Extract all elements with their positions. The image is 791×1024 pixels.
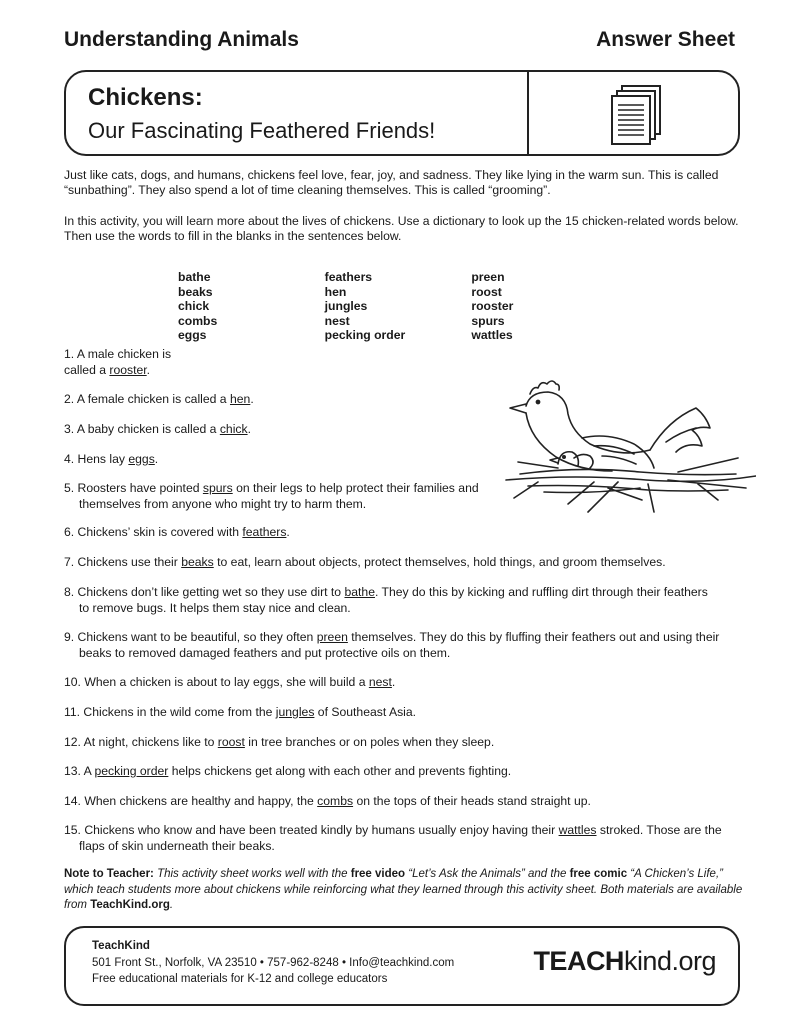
footer-org-name: TeachKind [92,940,150,952]
header-title: Understanding Animals [64,28,299,51]
teachkind-logo: TEACHkind.org [533,946,716,976]
word: wattles [471,328,513,342]
word: rooster [471,299,514,313]
answer: bathe [344,585,375,599]
answer: preen [316,630,348,644]
answer: spurs [202,481,233,495]
answer: chick [219,422,248,436]
answer: nest [368,675,392,689]
footer-tagline: Free educational materials for K-12 and college educators [92,973,388,985]
answer: feathers [242,525,287,539]
question-3: 3. A baby chicken is called a chick. [64,422,251,436]
word: pecking order [324,328,406,342]
answer: wattles [558,823,597,837]
word: eggs [178,328,207,342]
documents-icon [606,84,666,148]
answer: jungles [275,705,315,719]
word-bank [178,270,618,343]
question-13: 13. A pecking order helps chickens get along with each other and prevents fighting. [64,764,512,778]
word: spurs [471,313,505,328]
answer: combs [317,794,354,808]
question-6: 6. Chickens’ skin is covered with feathers. [64,525,290,539]
word: bathe [178,270,211,284]
footer [64,926,740,1006]
question-1: 1. A male chicken is called a rooster. [64,347,172,377]
question-7: 7. Chickens use their beaks to eat, learn about objects, protect themselves, hold things, and groom themselves. [64,555,666,569]
title-box [64,70,740,156]
word: nest [324,313,350,328]
question-9: 9. Chickens want to be beautiful, so they often preen themselves. They do this by fluffing their feathers out and using their beaks to removed damaged feathers and put protective oils on them. [64,630,720,660]
chicken-on-nest-illustration [498,372,756,522]
word: roost [471,284,502,299]
question-2: 2. A female chicken is called a hen. [64,392,254,406]
answer: hen [229,392,251,406]
answer-sheet-label: Answer Sheet [596,28,735,51]
word: preen [471,270,505,284]
word: chick [178,299,210,313]
word-bank-column [325,270,472,343]
teachkind-link[interactable]: TeachKind.org [90,899,170,911]
word: hen [324,284,347,299]
title-subtitle: Our Fascinating Feathered Friends! [88,118,436,143]
title-main: Chickens: [88,84,203,111]
intro-paragraph-1: Just like cats, dogs, and humans, chickens feel love, fear, joy, and sadness. They like lying in the warm sun. This is called “sunbathing”. They also spend a lot of time cleaning themselves. This is called “grooming”. [64,168,719,197]
answer: rooster [109,362,147,377]
word: feathers [324,270,373,284]
question-14: 14. When chickens are healthy and happy, the combs on the tops of their heads stand straight up. [64,794,591,808]
intro-paragraph-2: In this activity, you will learn more about the lives of chickens. Use a dictionary to look up the 15 chicken-related words below. Then use the words to fill in the blanks in the sentences below. [64,214,739,243]
question-4: 4. Hens lay eggs. [64,452,159,466]
question-12: 12. At night, chickens like to roost in tree branches or on poles when they sleep. [64,735,495,749]
teacher-note: Note to Teacher: This activity sheet works well with the free video “Let’s Ask the Animals” and the free comic “A Chicken’s Life,” which teach students more about chickens while reinforcing what they learned through this activity sheet. Both materials are available from TeachKind.org. [64,868,743,911]
word: beaks [178,284,213,299]
title-divider [527,72,529,154]
question-10: 10. When a chicken is about to lay eggs, she will build a nest. [64,675,396,689]
question-15: 15. Chickens who know and have been treated kindly by humans usually enjoy having their wattles stroked. Those are the flaps of skin underneath their beaks. [64,823,722,853]
answer: roost [217,735,245,749]
word-bank-column [178,270,325,343]
question-5: 5. Roosters have pointed spurs on their legs to help protect their families and themselves from anyone who might try to harm them. [64,481,479,511]
answer: eggs [128,452,155,466]
word: combs [178,313,218,328]
footer-address: 501 Front St., Norfolk, VA 23510 • 757-962-8248 • Info@teachkind.com [92,957,455,969]
question-11: 11. Chickens in the wild come from the jungles of Southeast Asia. [64,705,417,719]
word: jungles [324,299,368,313]
answer: pecking order [94,764,169,778]
word-bank-column [471,270,618,343]
question-8: 8. Chickens don’t like getting wet so they use dirt to bathe. They do this by kicking and ruffling dirt through their feathers to remove bugs. It helps them stay nice and clean. [64,585,708,615]
answer: beaks [181,555,214,569]
